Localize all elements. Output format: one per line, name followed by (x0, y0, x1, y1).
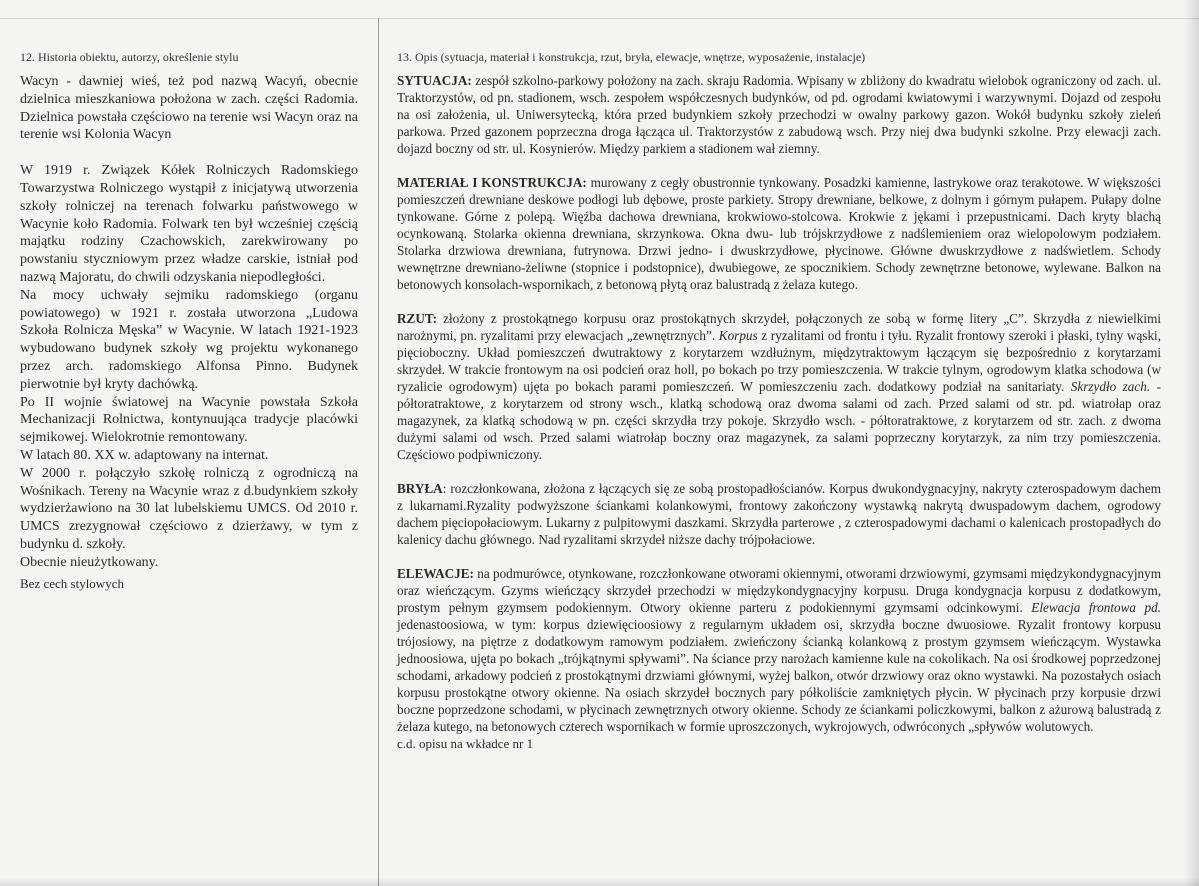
rzut-text-a: złożony z prostokątnego korpusu oraz prostokątnych skrzydeł, połączonych ze sobą w formę litery „C”. Skrzydła z niewielkimi narożnymi, pn. ryzalitami przy elewacjach „zewnętrznych”. (397, 311, 1161, 343)
top-rule (0, 18, 1199, 19)
rzut-text-c: - półtoratraktowe, z korytarzem od strony wsch., klatką schodową oraz dwoma salami od zach. Przed salami od str. pd. wiatrołap oraz magazynek, za klatką schodową w pn. części skrzydła trzy pokoje. Skrzydło wsch. - półtoratraktowe, z korytarzem od str. zach. z dwoma dużymi salami od wsch. Przed salami wiatrołap boczny oraz magazynek, za salami poprzeczny korytarzyk, za nim trzy pomieszczenia. Częściowo podpiwniczony. (397, 379, 1161, 462)
material-text: murowany z cegły obustronnie tynkowany. Posadzki kamienne, lastrykowe oraz terakotowe. W większości pomieszczeń drewniane deskowe podłogi lub dębowe, proste parkiety. Stropy drewniane, belkowe, z dolnym i górnym pułapem. Pułapy dolne tynkowane. Górne z polepą. Więźba dachowa drewniana, krokwiowo-stolcowa. Krokwie z jękami i przepustnicami. Dach kryty blachą ocynkowaną. Stolarka okienna drewniana, skrzynkowa. Okna dwu- lub trójskrzydłowe z nadślemieniem oraz wielopolowym podziałem. Stolarka drzwiowa drewniana, futrynowa. Drzwi jedno- i dwuskrzydłowe, płycinowe. Główne dwuskrzydłowe z nadświetlem. Schody wewnętrzne drewniano-żeliwne (stopnice i podstopnice), dwubiegowe, ze spocznikiem. Schody zewnętrzne betonowe, wylewane. Balkon na betonowych konsolach-wspornikach, z betonową płytą oraz balustradą z żelaza kutego. (397, 175, 1161, 292)
elewacje-label: ELEWACJE: (397, 566, 474, 581)
description-text (397, 72, 1161, 752)
sytuacja-text: zespół szkolno-parkowy położony na zach. skraju Radomia. Wpisany w zbliżony do kwadratu wielobok ograniczony od zach. ul. Traktorzystów, od pn. stadionem, wsch. zespołem współczesnych budynków, od pd. ogrodami kwiatowymi i warzywnymi. Dojazd od zespołu na osi założenia, ul. Uniwersytecką, która przed budynkiem szkoły przechodzi w owalny parkowy gazon. Wokół budynku szkoły zieleń parkowa. Przed gazonem poprzeczna droga łącząca ul. Traktorzystów z zabudową wsch. Przy niej dwa budynki szkolne. Przy elewacji zach. dojazd boczny od str. ul. Kosynierów. Między parkiem a stadionem wał ziemny. (397, 73, 1161, 156)
bryla-paragraph (397, 480, 1161, 548)
history-paragraph-6: Obecnie nieużytkowany. (20, 554, 159, 570)
rzut-paragraph (397, 310, 1161, 463)
bryla-text: : rozczłonkowana, złożona z łączących się ze sobą prostopadłościanów. Korpus dwukondygnacyjny, nakryty czterospadowym dachem z lukarnami.Ryzality podwyższone ściankami kolankowymi, frontowy zakończony wystawką nakrytą dwuspadowym dachem, ogrodowy dachem pięciopołaciowym. Lukarny z pulpitowymi daszkami. Skrzydła parterowe , z czterospadowymi dachami o kalenicach prostopadłych do kalenicy dachu głównego. Nad ryzalitami skrzydeł niższe dachy trójpołaciowe. (397, 481, 1161, 547)
elewacje-text-b: jedenastoosiowa, w tym: korpus dziewięcioosiowy z regularnym układem osi, skrzydła boczne dwuosiowe. Ryzalit frontowy korpusu trójosiowy, na piętrze z dodatkowym ramowym podziałem. zwieńczony ścianką kolankową z prostym gzymsem wieńczącym. Wystawka jednoosiowa, ujęta po bokach „trójkątnymi spływami”. Na ściance przy narożach kamienne kule na cokolikach. Na osi środkowej poprzedzonej schodami, arkadowy podcień z prostokątnymi drzwiami głównymi, wyżej balkon, otwór drzwiowy oraz okno wystawki. Na pozostałych osiach korpusu prostokątne otwory okienne. Na osiach skrzydeł bocznych pary półkoliście zamkniętych płycin. W płycinach przy korpusie drzwi boczne poprzedzone schodami, w płycinach zewnętrznych otwory okienne. Schody ze ściankami policzkowymi, balkon z ażurową balustradą z żelaza kutego, na betonowych czterech wspornikach w formie uproszczonych, wykrojowych, odwróconych „spływów wolutowych. (397, 617, 1161, 734)
sytuacja-paragraph (397, 72, 1161, 157)
column-divider (378, 18, 379, 886)
description-header: 13. Opis (sytuacja, materiał i konstrukcja, rzut, bryła, elewacje, wnętrze, wyposażenie, instalacje) (397, 50, 866, 64)
history-paragraph-2: Na mocy uchwały sejmiku radomskiego (organu powiatowego) w 1921 r. została utworzona „Ludowa Szkoła Rolnicza Męska” w Wacynie. W latach 1921-1923 wybudowano budynek szkoły wg projektu wykonanego przez arch. radomskiego Alfonsa Pinno. Budynek pierwotnie był kryty dachówką. (20, 287, 358, 392)
history-intro: Wacyn - dawniej wieś, też pod nazwą Wacyń, obecnie dzielnica mieszkaniowa położona w zach. części Radomia. Dzielnica powstała częściowo na terenie wsi Wacyn oraz na terenie wsi Kolonia Wacyn (20, 74, 358, 143)
rzut-skrzydlo: Skrzydło zach. (1070, 379, 1151, 394)
bryla-label: BRYŁA (397, 481, 443, 496)
history-header: 12. Historia obiektu, autorzy, określenie stylu (20, 50, 239, 64)
rzut-text-b: z ryzalitami od frontu i tyłu. Ryzalit frontowy szeroki i płaski, tylny wąski, pięcioboczny. Układ pomieszczeń dwutraktowy z korytarzem wzdłużnym, międzytraktowym łączącym się bezpośrednio z korytarzami skrzydeł. W trakcie frontowym na osi podcień oraz holl, po bokach po trzy pomieszczenia. W trakcie tylnym, ogrodowym klatka schodowa (w ryzalicie ogrodowym) ujęta po bokach parami pomieszczeń. W pomieszczeniu zach. dodatkowy podział na sanitariaty. (397, 328, 1161, 394)
description-section (397, 50, 1161, 752)
elewacje-paragraph (397, 565, 1161, 735)
material-paragraph (397, 174, 1161, 293)
page-bottom-shadow (0, 878, 1199, 886)
history-paragraph-1: W 1919 r. Związek Kółek Rolniczych Radomskiego Towarzystwa Rolniczego wystąpił z inicjatywą utworzenia szkoły rolniczej na terenach folwarku państwowego w Wacynie koło Radomia. Folwark ten był wcześniej częścią majątku rodziny Czachowskich, zarekwirowany po powstaniu styczniowym przez władze carskie, istniał pod nazwą Majoratu, do chwili odzyskania niepodległości. (20, 163, 358, 285)
continued-note: c.d. opisu na wkładce nr 1 (397, 736, 534, 751)
history-section (20, 50, 358, 592)
history-text (20, 73, 358, 592)
history-paragraph-4: W latach 80. XX w. adaptowany na internat. (20, 447, 269, 463)
history-paragraph-3: Po II wojnie światowej na Wacynie powstała Szkoła Mechanizacji Rolnictwa, kontynuująca tradycje placówki sejmikowej. Wielokrotnie remontowany. (20, 394, 358, 446)
style-text: Bez cech stylowych (20, 575, 124, 591)
rzut-label: RZUT: (397, 311, 438, 326)
elewacje-front: Elewacja frontowa pd. (1031, 600, 1161, 615)
rzut-korpus: Korpus (718, 328, 758, 343)
material-label: MATERIAŁ I KONSTRUKCJA: (397, 175, 587, 190)
sytuacja-label: SYTUACJA: (397, 73, 472, 88)
elewacje-text-a: na podmurówce, otynkowane, rozczłonkowane otworami okiennymi, otworami drzwiowymi, gzymsami międzykondygnacyjnym oraz wieńczącym. Gzyms wieńczący skrzydeł przechodzi w międzykondygnacyjny korpusu. Druga kondygnacja korpusu z dodatkowym, prostym pełnym gzymsem podokiennym. Otwory okienne parteru z podokiennymi gzymsami odcinkowymi. (397, 566, 1162, 615)
page-edge-shadow (1185, 0, 1199, 886)
history-paragraph-5: W 2000 r. połączyło szkołę rolniczą z ogrodniczą na Wośnikach. Tereny na Wacynie wraz z d.budynkiem szkoły wydzierżawiono na 30 lat lubelskiemu UMCS. Od 2010 r. UMCS zrezygnował częściowo z dzierżawy, w tym z budynku d. szkoły. (20, 465, 358, 552)
